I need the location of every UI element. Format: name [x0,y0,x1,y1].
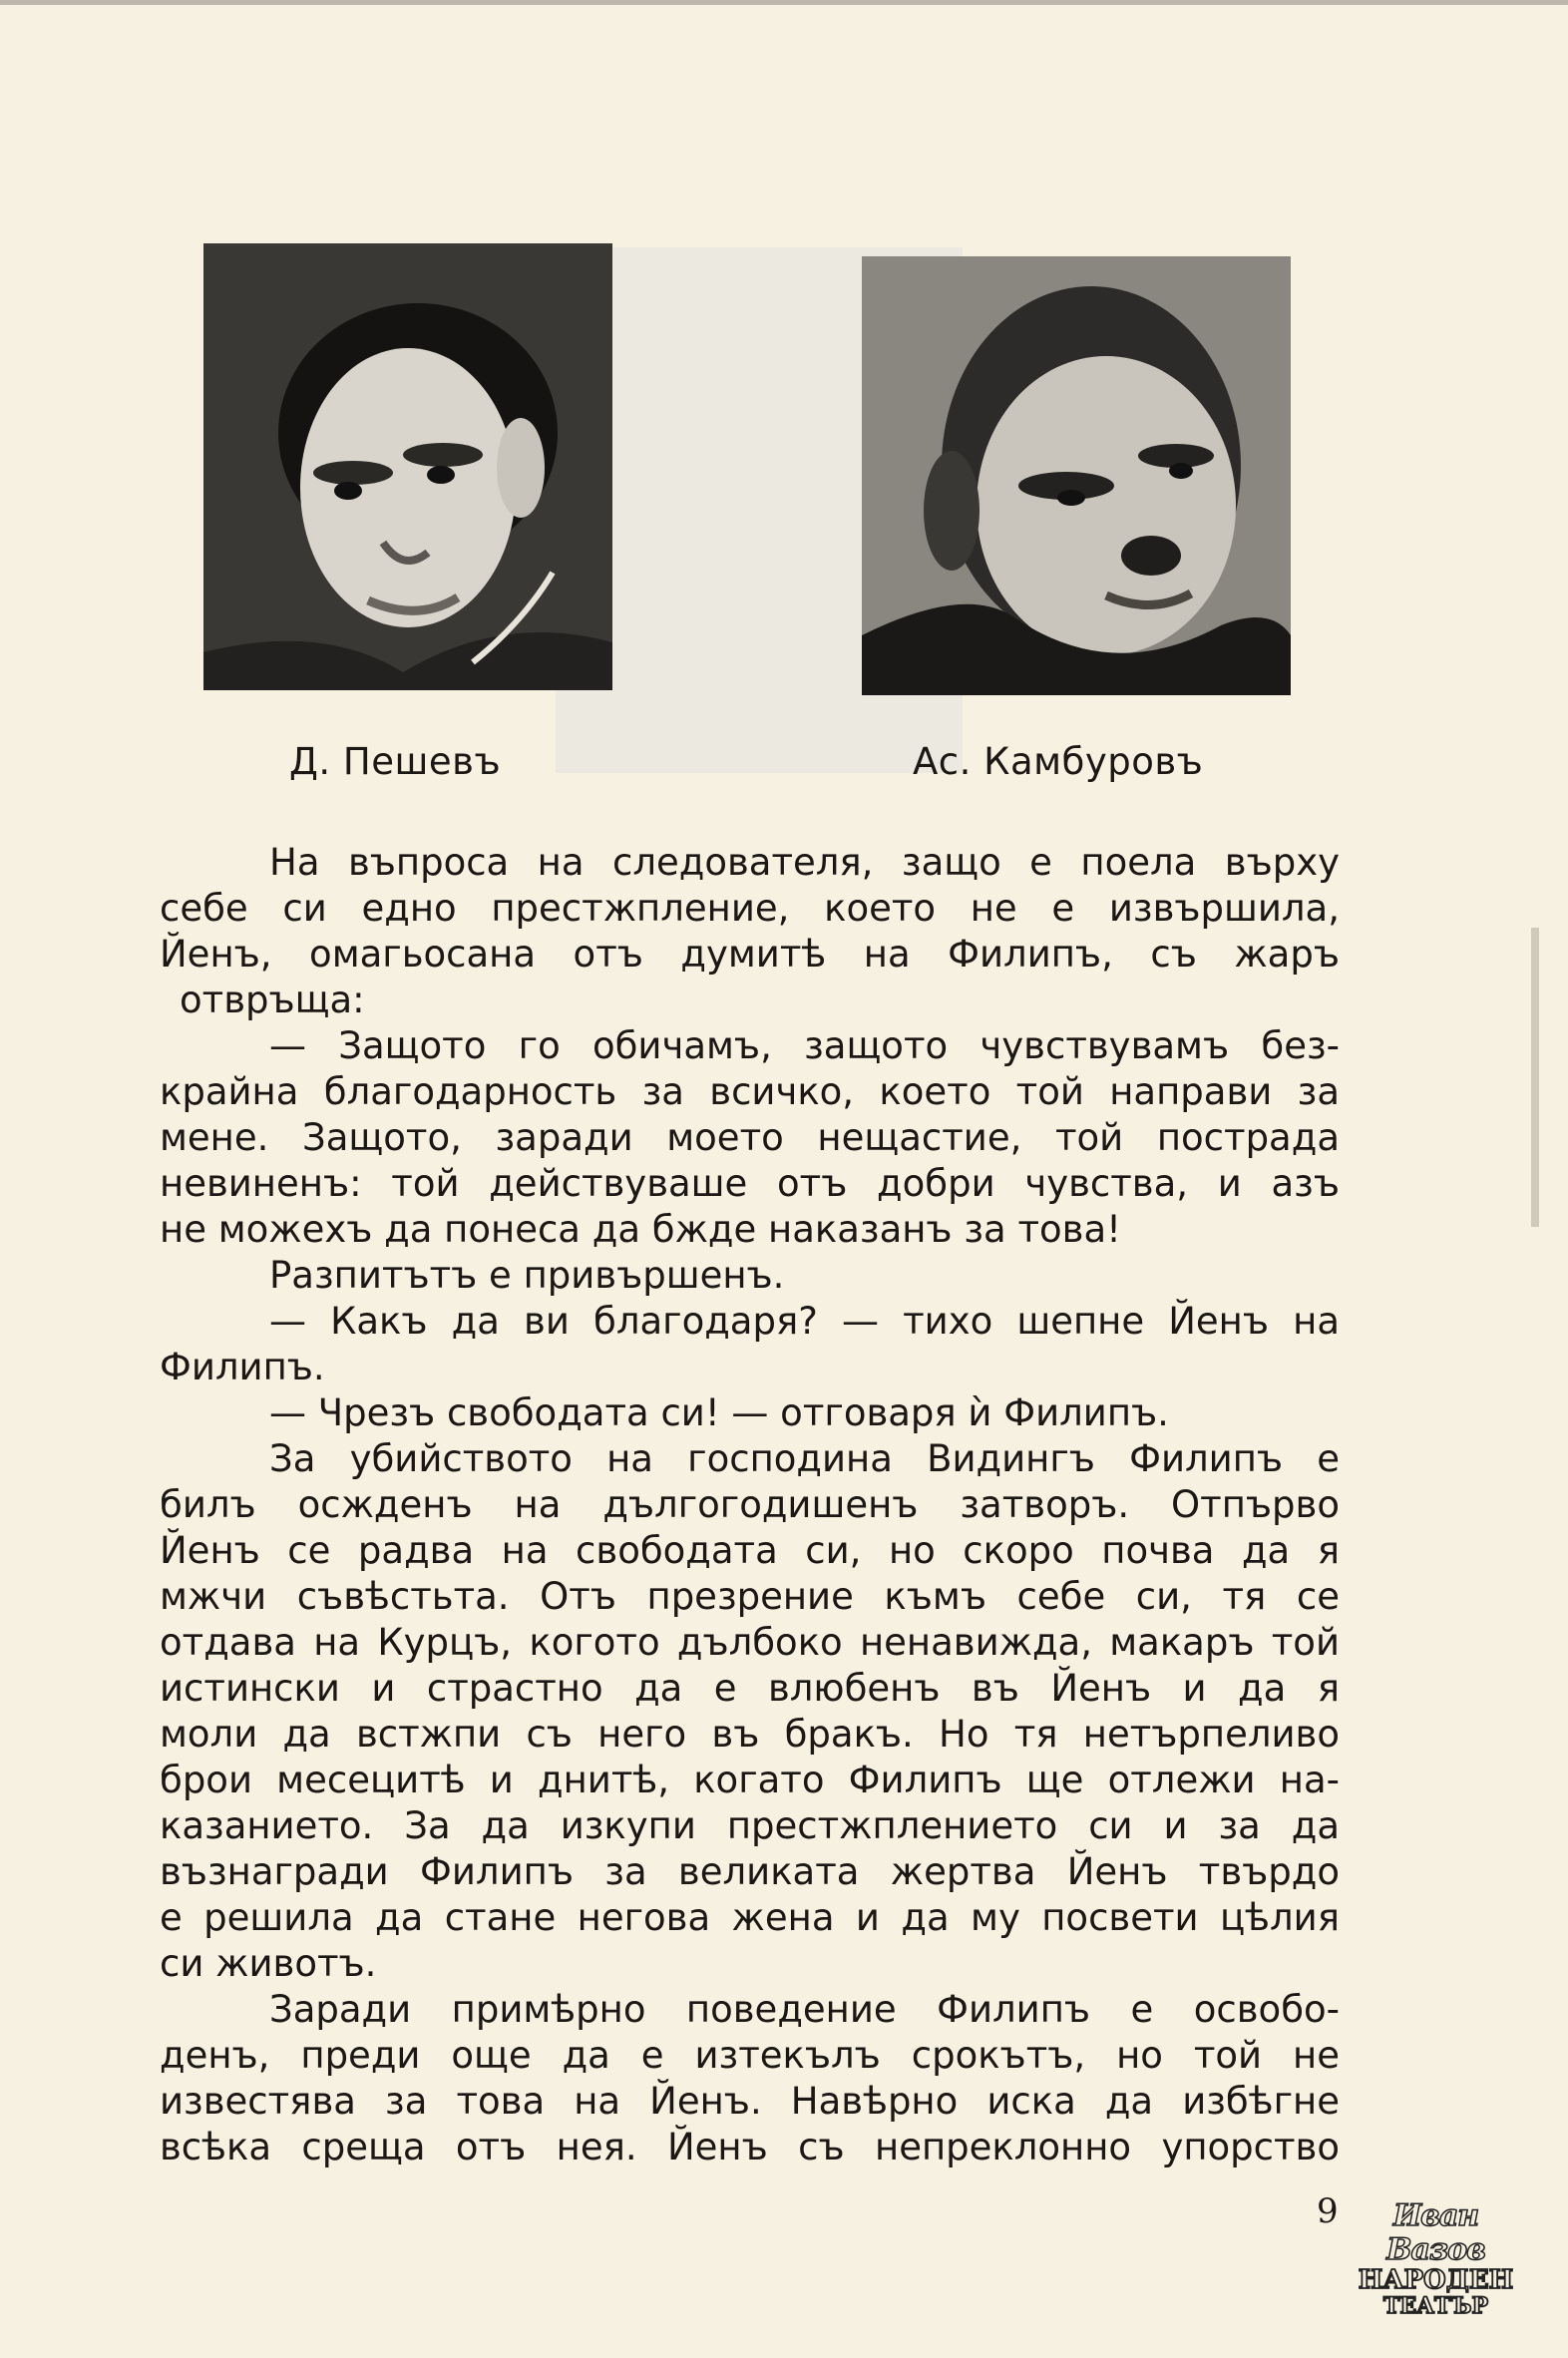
page-number: 9 [1317,2191,1339,2231]
portrait-image [862,256,1291,695]
text-line: всѣка среща отъ нея. Йенъ съ непреклонно упорство [160,2126,1340,2168]
text-line: мжчи съвѣстьта. Отъ презрение къмъ себе си, тя се [160,1575,1340,1618]
text-line: известява за това на Йенъ. Навѣрно иска да избѣгне [160,2080,1340,2123]
text-line: себе си едно престжпление, което не е извършила, [160,887,1340,930]
portrait-photo-kamburov [862,256,1291,695]
text-line: На въпроса на следователя, защо е поела върху [269,841,1340,884]
portrait-photo-peshev [203,243,612,690]
text-line: не можехъ да понеса да бжде наказанъ за това! [160,1208,1121,1251]
logo-line-teatar: ТЕАТЪР [1382,2293,1488,2319]
photo-caption-peshev: Д. Пешевъ [289,740,502,783]
text-line: Йенъ се радва на свободата си, но скоро почва да я [160,1529,1340,1572]
text-line: мене. Защото, заради моето нещастие, той пострада [160,1116,1340,1159]
scan-edge [0,0,1568,5]
margin-smudge [1531,928,1539,1227]
article-body [160,840,1340,2170]
text-line: е решила да стане негова жена и да му посвети цѣлия [160,1896,1340,1939]
text-line: Йенъ, омагьосана отъ думитѣ на Филипъ, съ жаръ [160,933,1340,976]
text-line: Разпитътъ е привършенъ. [269,1254,785,1297]
text-line: — Какъ да ви благодаря? — тихо шепне Йенъ на [269,1300,1340,1343]
text-line: казанието. За да изкупи престжплението си и за да [160,1804,1340,1847]
text-line: моли да встжпи съ него въ бракъ. Но тя нетърпеливо [160,1713,1340,1756]
text-line: За убийството на господина Видингъ Филипъ е [269,1437,1340,1480]
text-line: билъ осжденъ на дългогодишенъ затворъ. Отпърво [160,1483,1340,1526]
text-line: истински и страстно да е влюбенъ въ Йенъ и да я [160,1667,1340,1710]
photo-caption-kamburov: Ас. Камбуровъ [913,740,1204,783]
text-line: — Защото го обичамъ, защото чувствувамъ без- [269,1024,1340,1067]
text-line: отвръща: [180,979,365,1021]
text-line: Филипъ. [160,1346,325,1388]
portrait-image [203,243,612,690]
text-line: брои месецитѣ и днитѣ, когато Филипъ ще отлежи на- [160,1759,1340,1801]
text-line: — Чрезъ свободата си! — отговаря ѝ Филипъ. [269,1391,1169,1434]
logo-script-signature: Иван Вазов [1386,2198,1485,2267]
text-line: възнагради Филипъ за великата жертва Йенъ твърдо [160,1850,1340,1893]
text-line: крайна благодарность за всичко, което той направи за [160,1070,1340,1113]
text-line: Заради примѣрно поведение Филипъ е освобо- [269,1988,1340,2031]
text-line: невиненъ: той действуваше отъ добри чувства, и азъ [160,1162,1340,1205]
logo-line-narodeen: НАРОДЕН [1358,2265,1514,2295]
text-line: денъ, преди още да е изтекълъ срокътъ, но той не [160,2034,1340,2077]
text-line: отдава на Курцъ, когото дълбоко ненавижда, макаръ той [160,1621,1340,1664]
national-theatre-logo [1349,2199,1523,2319]
text-line: си животъ. [160,1942,377,1985]
